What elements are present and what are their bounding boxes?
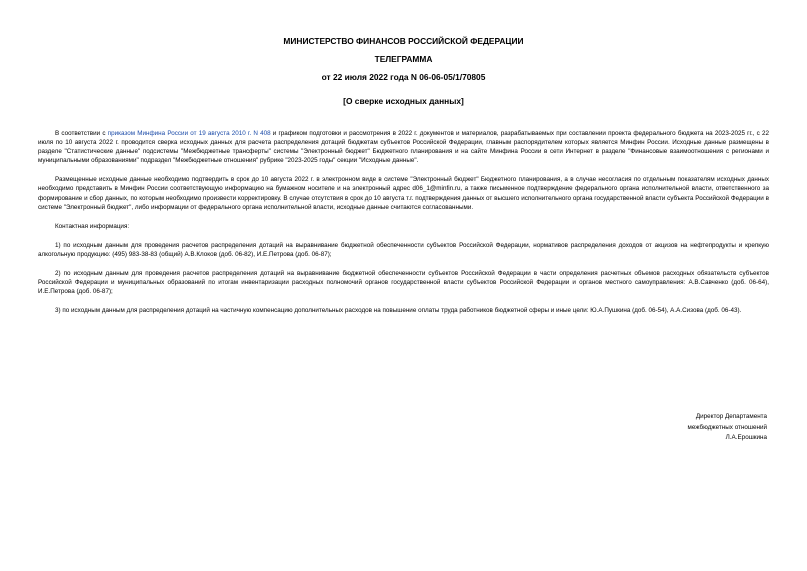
document-type: ТЕЛЕГРАММА — [374, 54, 433, 64]
contacts-title: Контактная информация: — [55, 222, 130, 230]
document-body — [38, 129, 769, 315]
contact-item-1: 1) по исходным данным для проведения расчетов распределения дотаций на выравнивание бюджетной обеспеченности субъектов Российской Федерации, нормативов распределения доходов от акцизов на нефтепродукты и крепкую алкогольную продукцию: (495) 983-38-83 (общий) А.В.Клоков (доб. 06-82), И.Е.Петрова (доб. 06-87); — [38, 241, 769, 258]
paragraph-text-post: и графиком подготовки и рассмотрения в 2022 г. документов и материалов, разрабатываемых при составлении проекта федерального бюджета на 2023-2025 гг., с 22 июля по 10 августа 2022 г. проводится сверка исходных данных для расчета распределения дотаций бюджетам субъектов Российской Федерации, главным распорядителем которых является Минфин России. Исходные данные размещены в разделе "Статистические данные" подсистемы "Межбюджетные трансферты" системы "Электронный бюджет" Бюджетного планирования и на сайте Минфина России в сети Интернет в разделе "Финансовые взаимоотношения с регионами и муниципальными образованиями" подраздел "Межбюджетные отношения" рубрике "2023-2025 годы" секции "Исходные данные". — [38, 130, 769, 165]
signature-position-line1: Директор Департамента — [695, 413, 767, 420]
document-number-date: от 22 июля 2022 года N 06-06-05/1/70805 — [321, 72, 486, 82]
signature-name: Л.А.Ерошкина — [725, 434, 767, 441]
contact-item-2: 2) по исходным данным для проведения расчетов распределения дотаций на выравнивание бюджетной обеспеченности субъектов Российской Федерации в части определения расчетных объемов расходных обязательств субъектов Российской Федерации и муниципальных образований по итогам инвентаризации расходных полномочий органов государственной власти субъектов Российской Федерации и органов местного самоуправления: А.В.Савченко (доб. 06-64), И.Е.Петрова (доб. 06-87); — [38, 270, 769, 296]
signature-block — [688, 412, 768, 444]
paragraph-order-reference — [38, 129, 769, 165]
paragraph-text-pre: В соответствии с — [55, 130, 108, 137]
contact-item-3: 3) по исходным данным для распределения дотаций на частичную компенсацию дополнительных расходов на повышение оплаты труда работников бюджетной сферы и иные цели: Ю.А.Пушкина (доб. 06-54), А.А.Сизова (доб. 06-43). — [55, 307, 742, 315]
order-link[interactable]: приказом Минфина России от 19 августа 2010 г. N 408 — [107, 130, 271, 137]
document-subject: [О сверке исходных данных] — [343, 96, 464, 106]
paragraph-confirmation: Размещенные исходные данные необходимо подтвердить в срок до 10 августа 2022 г. в электронном виде в системе "Электронный бюджет" Бюджетного планирования, а в случае несогласия по отдельным показателям исходных данных необходимо представить в Минфин России соответствующую информацию на бумажном носителе и на электронный адрес d06_1@minfin.ru, а также письменное подтверждение федерального органа исполнительной власти, ответственного за формирование и сбор данных, по которым необходимо произвести корректировку. В случае отсутствия в срок до 10 августа т.г. подтверждения данных от высшего исполнительного органа государственной власти субъекта Российской Федерации в системе "Электронный бюджет", либо информации от федерального органа исполнительной власти, исходные данные считаются согласованными. — [38, 176, 769, 211]
ministry-title: МИНИСТЕРСТВО ФИНАНСОВ РОССИЙСКОЙ ФЕДЕРАЦИИ — [283, 36, 524, 46]
signature-position-line2: межбюджетных отношений — [687, 423, 767, 431]
